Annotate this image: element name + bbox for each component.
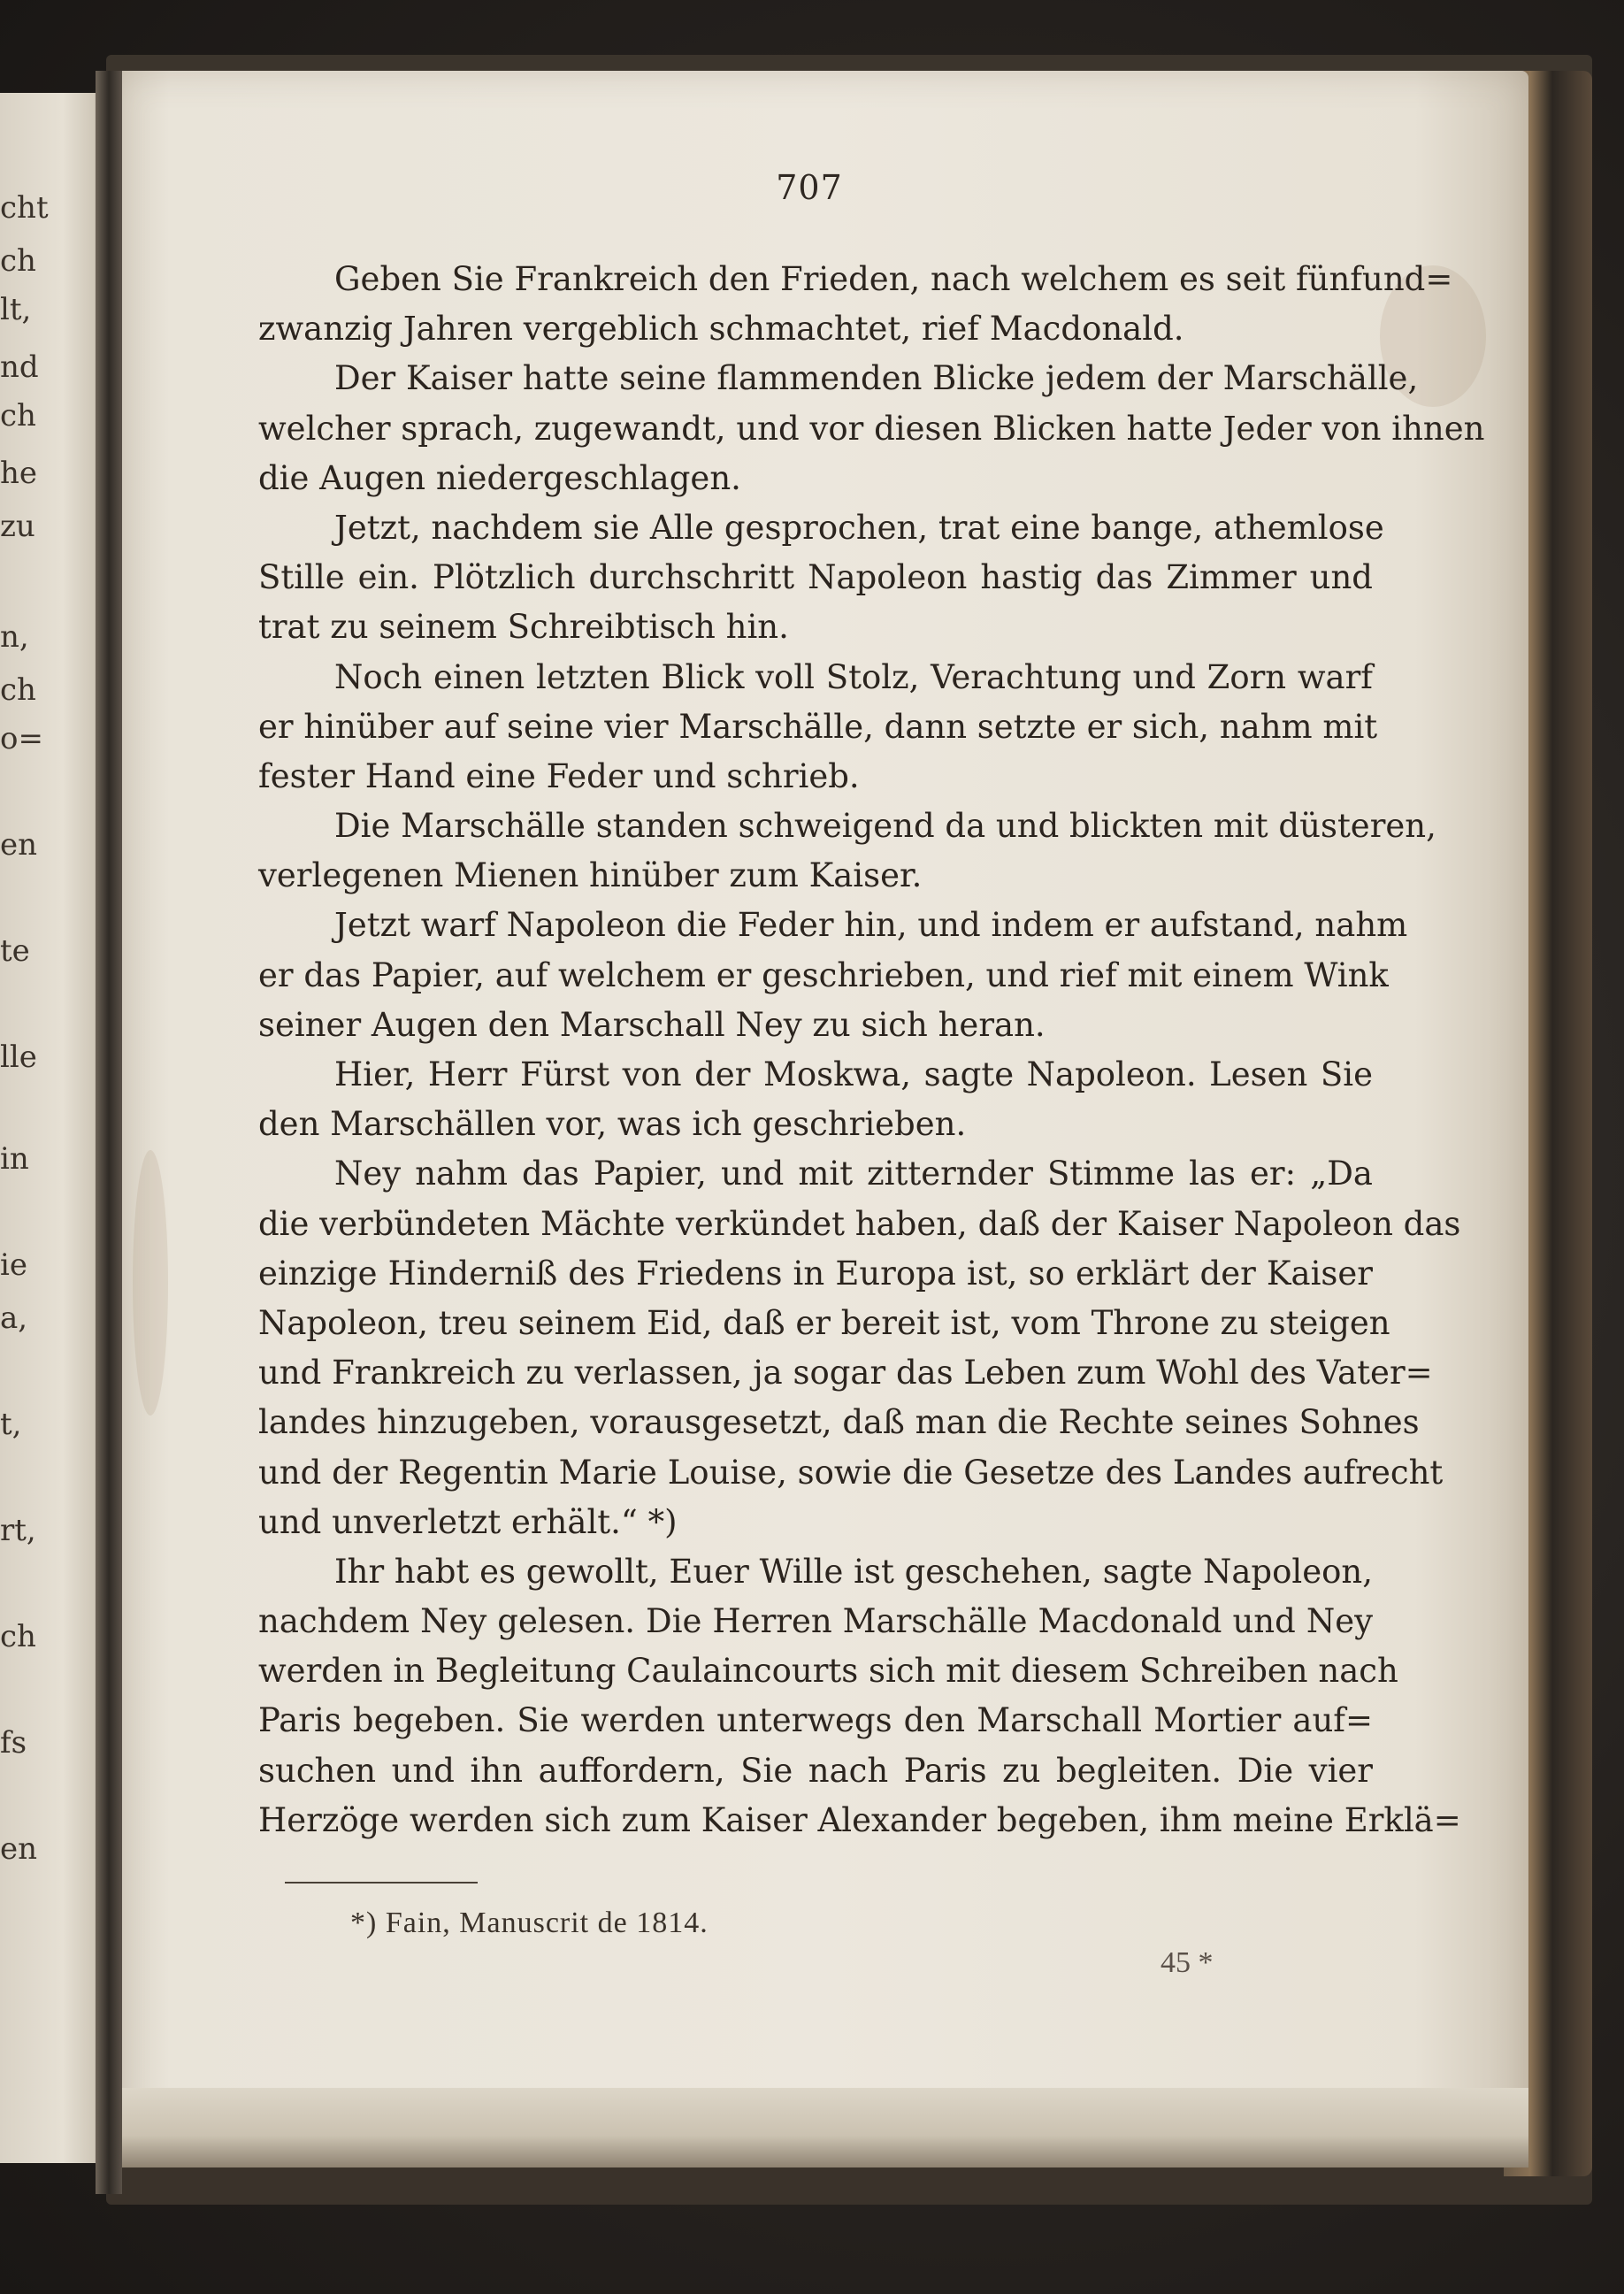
text-line: Der Kaiser hatte seine flammenden Blicke jedem der Marschälle, [334, 359, 1419, 398]
left-page-text-fragment: he [0, 456, 38, 491]
left-page-text-fragment: zu [0, 509, 35, 544]
text-line: Stille ein. Plötzlich durchschritt Napoleon hastig das Zimmer und [258, 558, 1373, 597]
text-line: Geben Sie Frankreich den Frieden, nach welchem es seit fünfund= [334, 260, 1453, 298]
text-line: nachdem Ney gelesen. Die Herren Marschälle Macdonald und Ney [258, 1602, 1373, 1641]
footnote: *) Fain, Manuscrit de 1814. [350, 1907, 709, 1939]
signature-mark: 45 * [1161, 1946, 1214, 1979]
text-line: trat zu seinem Schreibtisch hin. [258, 608, 789, 647]
text-line: die Augen niedergeschlagen. [258, 458, 741, 497]
text-line: suchen und ihn auffordern, Sie nach Paris zu begleiten. Die vier [258, 1751, 1373, 1790]
left-page-text-fragment: ch [0, 243, 36, 279]
page-bottom-edge [113, 2088, 1528, 2167]
text-line: werden in Begleitung Caulaincourts sich mit diesem Schreiben nach [258, 1652, 1398, 1691]
text-line: die verbündeten Mächte verkündet haben, daß der Kaiser Napoleon das [258, 1204, 1461, 1243]
left-page-text-fragment: ie [0, 1247, 27, 1283]
left-page-text-fragment: nd [0, 349, 39, 385]
text-line: er das Papier, auf welchem er geschrieben, und rief mit einem Wink [258, 955, 1389, 994]
text-line: Jetzt warf Napoleon die Feder hin, und indem er aufstand, nahm [334, 906, 1408, 945]
text-line: fester Hand eine Feder und schrieb. [258, 756, 860, 795]
left-page-text-fragment: in [0, 1141, 29, 1177]
text-line: er hinüber auf seine vier Marschälle, dann setzte er sich, nahm mit [258, 707, 1378, 746]
paper-stain [133, 1150, 168, 1416]
text-line: Hier, Herr Fürst von der Moskwa, sagte Napoleon. Lesen Sie [334, 1055, 1373, 1093]
left-page-text-fragment: ch [0, 1619, 36, 1654]
text-line: seiner Augen den Marschall Ney zu sich heran. [258, 1005, 1046, 1044]
text-line: Ney nahm das Papier, und mit zitternder Stimme las er: „Da [334, 1155, 1373, 1193]
left-page-text-fragment: fs [0, 1725, 27, 1761]
left-page-text-fragment: n, [0, 619, 29, 655]
text-line: den Marschällen vor, was ich geschrieben. [258, 1105, 967, 1144]
text-line: zwanzig Jahren vergeblich schmachtet, rief Macdonald. [258, 310, 1184, 349]
footnote-divider [285, 1882, 478, 1884]
left-page-text-fragment: lle [0, 1040, 37, 1075]
text-line: und der Regentin Marie Louise, sowie die Gesetze des Landes aufrecht [258, 1453, 1444, 1492]
text-line: einzige Hinderniß des Friedens in Europa ist, so erklärt der Kaiser [258, 1254, 1373, 1293]
text-line: Paris begeben. Sie werden unterwegs den Marschall Mortier auf= [258, 1701, 1373, 1740]
left-page-text-fragment: ch [0, 672, 36, 708]
left-facing-page [0, 93, 104, 2163]
left-page-text-fragment: o= [0, 721, 43, 756]
text-line: verlegenen Mienen hinüber zum Kaiser. [258, 856, 923, 895]
left-page-text-fragment: t, [0, 1407, 22, 1442]
page-number: 707 [776, 168, 843, 207]
left-page-text-fragment: lt, [0, 292, 32, 327]
left-page-text-fragment: cht [0, 190, 49, 226]
text-line: Die Marschälle standen schweigend da und blickten mit düsteren, [334, 807, 1436, 846]
text-line: und Frankreich zu verlassen, ja sogar das Leben zum Wohl des Vater= [258, 1354, 1433, 1393]
text-line: Ihr habt es gewollt, Euer Wille ist geschehen, sagte Napoleon, [334, 1552, 1373, 1591]
left-page-text-fragment: rt, [0, 1513, 36, 1548]
left-page-text-fragment: en [0, 1831, 38, 1867]
text-line: welcher sprach, zugewandt, und vor diesen Blicken hatte Jeder von ihnen [258, 409, 1485, 448]
left-page-text-fragment: a, [0, 1300, 28, 1336]
left-page-text-fragment: ch [0, 398, 36, 433]
text-line: landes hinzugeben, vorausgesetzt, daß man die Rechte seines Sohnes [258, 1403, 1420, 1442]
text-line: und unverletzt erhält.“ *) [258, 1502, 678, 1541]
left-page-text-fragment: en [0, 827, 38, 863]
text-line: Herzöge werden sich zum Kaiser Alexander begeben, ihm meine Erklä= [258, 1800, 1461, 1839]
text-line: Noch einen letzten Blick voll Stolz, Verachtung und Zorn warf [334, 657, 1373, 696]
book-gutter [96, 71, 122, 2194]
body-text [258, 255, 1485, 1845]
text-line: Napoleon, treu seinem Eid, daß er bereit ist, vom Throne zu steigen [258, 1303, 1390, 1342]
left-page-text-fragment: te [0, 933, 30, 969]
text-line: Jetzt, nachdem sie Alle gesprochen, trat eine bange, athemlose [334, 508, 1384, 547]
